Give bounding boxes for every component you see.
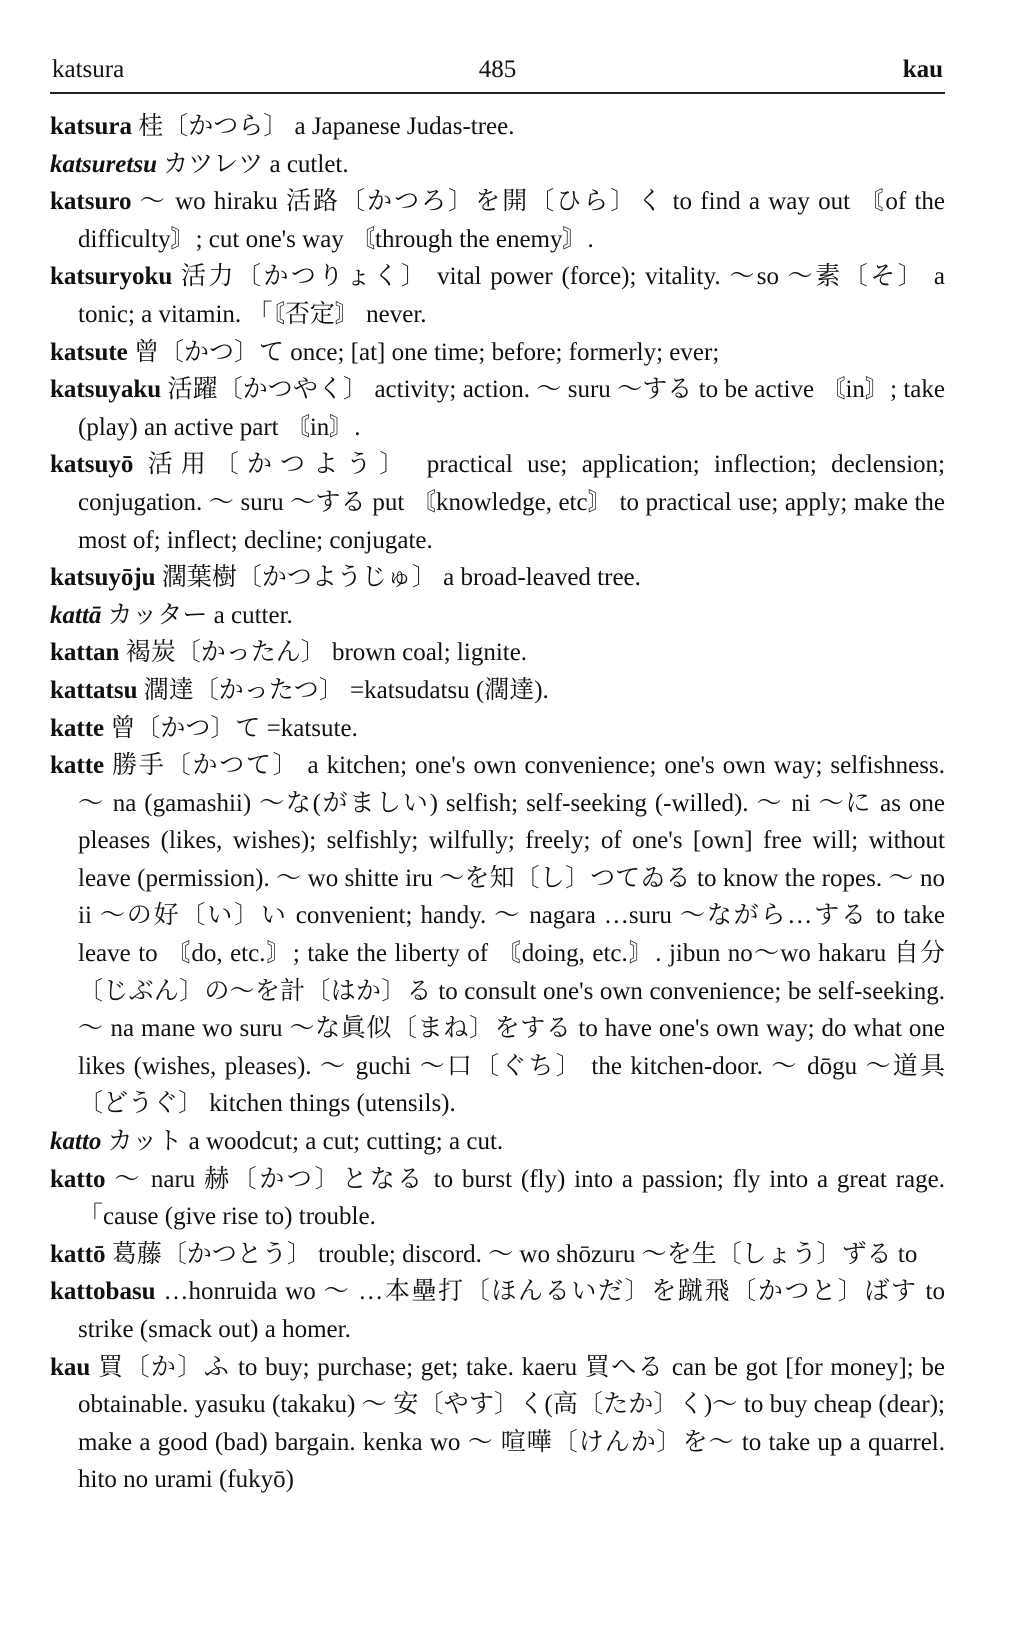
entries-list — [50, 108, 945, 1499]
entry — [50, 597, 945, 635]
headword: kattō — [50, 1240, 106, 1268]
headword: katsura — [50, 113, 132, 140]
definition: 桂〔かつら〕 a Japanese Judas-tree. — [131, 113, 515, 140]
running-header — [50, 48, 945, 94]
definition: 褐炭〔かったん〕 brown coal; lignite. — [119, 639, 528, 667]
entry — [50, 183, 945, 258]
page-number: 485 — [478, 56, 517, 83]
definition: 曾〔かつ〕て once; [at] one time; before; formerly; ever; — [127, 338, 720, 366]
entry — [50, 1236, 945, 1274]
headword: katsuyaku — [50, 376, 162, 404]
entry — [50, 258, 945, 333]
entry — [50, 747, 945, 1123]
definition: 活用〔かつよう〕 practical use; application; inflection; declension; conjugation. ～ suru ～する put 〘knowledge, etc〙 to practical use; apply; make the most of; inflect; decline; conjugate. — [78, 451, 945, 554]
entry — [50, 634, 945, 672]
definition: カツレツ a cutlet. — [156, 150, 349, 178]
entry — [50, 108, 945, 146]
headword: kattan — [50, 639, 120, 667]
definition: 濶達〔かったつ〕 =katsudatsu (濶達). — [137, 676, 549, 704]
entry — [50, 559, 945, 597]
definition: 葛藤〔かつとう〕 trouble; discord. ～ wo shōzuru ～を生〔しょう〕ずる to — [105, 1240, 918, 1268]
entry — [50, 1161, 945, 1236]
entry — [50, 446, 945, 559]
definition: 勝手〔かつて〕 a kitchen; one's own convenience; one's own way; selfishness. ～ na (gamashii) ～な(がましい) selfish; self-seeking (-willed). ～ ni ～に as one pleases (likes, wishes); selfishly; wilfully; freely; of one's [own] free will; without leave (permission). ～ wo shitte iru ～を知〔し〕つてゐる to know the ropes. ～ no ii ～の好〔い〕い convenient; handy. ～ nagara …suru ～ながら…する to take leave to 〘do, etc.〙; take the liberty of 〘doing, etc.〙. jibun no～wo hakaru 自分〔じぶん〕の～を計〔はか〕る to consult one's own convenience; be self-seeking. ～ na mane wo suru ～な眞似〔まね〕をする to have one's own way; do what one likes (wishes, pleases). ～ guchi ～口〔ぐち〕 the kitchen-door. ～ dōgu ～道具〔どうぐ〕 kitchen things (utensils). — [78, 752, 945, 1118]
entry — [50, 1123, 945, 1161]
definition: 活躍〔かつやく〕 activity; action. ～ suru ～する to be active 〘in〙; take (play) an active part 〘in〙. — [78, 376, 945, 441]
headword: katto — [50, 1128, 102, 1156]
entry — [50, 371, 945, 446]
headword: katsuyōju — [50, 564, 156, 592]
headword: kattobasu — [50, 1278, 156, 1306]
definition: カット a woodcut; a cut; cutting; a cut. — [101, 1128, 504, 1156]
headword: katsuryoku — [50, 263, 173, 291]
headword: katsute — [50, 338, 128, 366]
definition: 買〔か〕ふ to buy; purchase; get; take. kaeru 買へる can be got [for money]; be obtainable. yasuku (takaku) ～ 安〔やす〕く(高〔たか〕く)～ to buy cheap (dear); make a good (bad) bargain. kenka wo ～ 喧嘩〔けんか〕を～ to take up a quarrel. hito no urami (fukyō) — [78, 1353, 945, 1494]
definition: ～ naru 赫〔かつ〕となる to burst (fly) into a passion; fly into a great rage. 「cause (give rise to) trouble. — [78, 1165, 945, 1231]
dictionary-page — [50, 48, 945, 1499]
headword: katte — [50, 752, 105, 780]
entry — [50, 1349, 945, 1499]
headword: katte — [50, 714, 105, 742]
entry — [50, 1273, 945, 1348]
header-first-word: katsura — [52, 56, 125, 83]
headword: kau — [50, 1353, 91, 1381]
headword: katto — [50, 1165, 106, 1193]
headword: katsuro — [50, 188, 132, 216]
definition: 活力〔かつりょく〕 vital power (force); vitality. ～so ～素〔そ〕 a tonic; a vitamin. 「〘否定〙 never. — [78, 263, 945, 328]
headword: kattā — [50, 601, 102, 629]
entry — [50, 334, 945, 372]
headword: katsuyō — [50, 451, 134, 479]
headword: kattatsu — [50, 676, 138, 704]
definition: ～ wo hiraku 活路〔かつろ〕を開〔ひら〕く to find a way out 〘of the difficulty〙; cut one's way 〘through the enemy〙. — [78, 188, 945, 253]
header-last-word: kau — [902, 56, 943, 83]
entry — [50, 146, 945, 184]
headword: katsuretsu — [50, 150, 157, 178]
definition: カッター a cutter. — [101, 601, 293, 629]
definition: 濶葉樹〔かつようじゅ〕 a broad-leaved tree. — [155, 564, 641, 592]
definition: 曾〔かつ〕て =katsute. — [104, 714, 358, 742]
entry — [50, 710, 945, 748]
entry — [50, 672, 945, 710]
definition: …honruida wo ～ …本壘打〔ほんるいだ〕を蹴飛〔かつと〕ばす to strike (smack out) a homer. — [78, 1278, 945, 1343]
